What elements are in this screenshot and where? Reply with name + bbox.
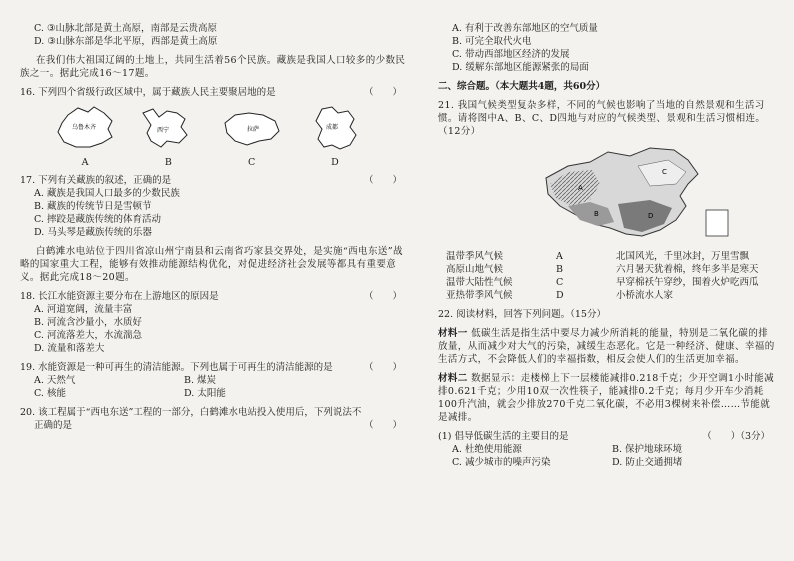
left-column [20, 22, 410, 432]
material-1-text: 低碳生活是指生活中要尽力减少所消耗的能量，特别是二氧化碳的排放量，从而减少对大气的污染，减缓生态恶化。它是一种经济、健康、幸福的生活方式，不会降低人们的幸福指数，相反会使人们的生活更加幸福。 [438, 328, 775, 365]
q20-stem: 20. 该工程属于“西电东送”工程的一部分，白鹤滩水电站投入使用后，下列说法不 [20, 407, 362, 418]
map-label-c: C [662, 168, 667, 176]
letter-3[interactable]: C [556, 277, 564, 288]
letter-1[interactable]: A [556, 251, 563, 262]
q19-stem [20, 361, 410, 374]
q19-option-c[interactable]: C. 核能 [34, 388, 66, 399]
q19-stem-text: 19. 水能资源是一种可再生的清洁能源。下列也属于可再生的清洁能源的是 [20, 362, 333, 373]
q18-option-a[interactable]: A. 河道宽阔，流量丰富 [34, 304, 133, 315]
q22-sub1-options-row2 [438, 456, 778, 469]
q22-sub1-answer-blank[interactable]: （ ）（3分） [702, 431, 770, 442]
climate-3[interactable]: 温带大陆性气候 [446, 277, 513, 288]
q20-option-a[interactable]: A. 有利于改善东部地区的空气质量 [452, 23, 598, 34]
q20-option-b[interactable]: B. 可完全取代火电 [452, 36, 532, 47]
q22-material-1 [438, 327, 778, 366]
q19-options-row2 [20, 387, 410, 400]
q18-answer-blank[interactable]: （ ） [363, 291, 402, 302]
climate-4[interactable]: 亚热带季风气候 [446, 290, 513, 301]
south-china-sea-inset [706, 210, 728, 236]
q21-stem: 21. 我国气候类型复杂多样，不同的气候也影响了当地的自然景观和生活习惯。请将图中A、B、C、D四地与对应的气候类型、景观和生活习惯相连。（12分） [438, 100, 766, 137]
q17-option-b[interactable]: B. 藏族的传统节日是雪顿节 [34, 201, 152, 212]
q16-answer-blank[interactable]: （ ） [363, 87, 402, 98]
sichuan-outline-icon [304, 105, 366, 151]
climate-2[interactable]: 高原山地气候 [446, 264, 504, 275]
q22-sub1-option-c[interactable]: C. 减少城市的噪声污染 [452, 457, 551, 468]
q16-map-a-label: A [81, 157, 89, 168]
scene-2[interactable]: 六月暑天犹着棉，终年多半是寒天 [616, 264, 759, 275]
q19-answer-blank[interactable]: （ ） [363, 362, 402, 373]
q17-option-d[interactable]: D. 马头琴是藏族传统的乐器 [34, 227, 152, 238]
map-label-b: B [594, 210, 599, 218]
q17-option-c[interactable]: C. 摔跤是藏族传统的体育活动 [34, 214, 161, 225]
map-label-a: A [578, 184, 583, 192]
q16-map-d[interactable] [300, 105, 370, 168]
q15-option-c: C. ③山脉北部是黄土高原，南部是云贵高原 [34, 23, 217, 34]
q16-map-d-label: D [331, 157, 339, 168]
q17-answer-blank[interactable]: （ ） [363, 175, 402, 186]
q16-map-a-name: 乌鲁木齐 [72, 124, 97, 131]
q16-stem-text: 16. 下列四个省级行政区域中，属于藏族人民主要聚居地的是 [20, 87, 276, 98]
q19-option-b[interactable]: B. 煤炭 [184, 375, 217, 386]
q16-map-b[interactable] [133, 105, 203, 168]
q16-map-c-label: C [248, 157, 256, 168]
q16-maps [50, 105, 370, 168]
right-column [438, 22, 778, 469]
q20-option-c[interactable]: C. 带动西部地区经济的发展 [452, 49, 570, 60]
xinjiang-outline-icon [54, 105, 116, 151]
q18-option-c[interactable]: C. 河流落差大，水流湍急 [34, 330, 142, 341]
q20-answer-blank[interactable]: （ ） [363, 420, 402, 431]
q16-map-c-name: 拉萨 [246, 126, 259, 133]
letter-4[interactable]: D [556, 290, 564, 301]
q21-matching-table [446, 250, 778, 302]
q16-map-c[interactable] [217, 105, 287, 168]
material-2-text: 数据显示：走楼梯上下一层楼能减排0.218千克；少开空调1小时能减排0.621千克；少用10双一次性筷子，能减排0.2千克；每月少开车少消耗100升汽油，就会少排放270千克二氧化碳，不必用3棵树来补偿……节能就是减排。 [438, 373, 775, 423]
q17-stem [20, 174, 410, 187]
q16-map-a[interactable] [50, 105, 120, 168]
climate-1[interactable]: 温带季风气候 [446, 251, 504, 262]
tibet-outline-icon [221, 105, 283, 151]
q19-option-d[interactable]: D. 太阳能 [184, 388, 226, 399]
qinghai-outline-icon [137, 105, 199, 151]
q16-map-b-label: B [164, 157, 172, 168]
material-2-label: 材料二 [438, 373, 468, 384]
q20-stem2-text: 正确的是 [34, 420, 73, 431]
q22-sub1-option-a[interactable]: A. 杜绝使用能源 [452, 444, 522, 455]
q18-option-d[interactable]: D. 流量和落差大 [34, 343, 105, 354]
map-label-d: D [648, 212, 654, 220]
q18-stem-text: 18. 长江水能资源主要分布在上游地区的原因是 [20, 291, 219, 302]
q18-option-b[interactable]: B. 河流含沙量小，水质好 [34, 317, 143, 328]
q22-stem: 22. 阅读材料，回答下列问题。（15分） [438, 309, 606, 320]
letter-2[interactable]: B [556, 264, 563, 275]
intro-18-20: 白鹤滩水电站位于四川省凉山州宁南县和云南省巧家县交界处，是实施“西电东送”战略的国家重大工程，能够有效推动能源结构优化，对促进经济社会发展等都具有重要意义。据此完成18～20题。 [20, 246, 403, 283]
q22-sub1-options-row1 [438, 443, 778, 456]
q16-map-d-name: 成都 [325, 124, 338, 131]
q19-option-a[interactable]: A. 天然气 [34, 375, 76, 386]
q20-option-d[interactable]: D. 缓解东部地区能源紧张的局面 [452, 62, 589, 73]
q16-stem [20, 86, 410, 99]
q17-option-a[interactable]: A. 藏族是我国人口最多的少数民族 [34, 188, 180, 199]
q15-option-d: D. ③山脉东部是华北平原，西部是黄土高原 [34, 36, 218, 47]
q22-sub1 [438, 430, 778, 443]
q16-map-b-name: 西宁 [157, 127, 170, 134]
q19-options-row1 [20, 374, 410, 387]
q17-stem-text: 17. 下列有关藏族的叙述，正确的是 [20, 175, 172, 186]
intro-16-17: 在我们伟大祖国辽阔的土地上，共同生活着56个民族。藏族是我国人口较多的少数民族之一。据此完成16～17题。 [20, 55, 406, 79]
q20-stem-line2 [20, 419, 410, 432]
q22-sub1-text: (1) 倡导低碳生活的主要目的是 [438, 431, 569, 442]
section-title: 二、综合题。（本大题共4题，共60分） [438, 81, 606, 92]
china-climate-map [538, 144, 738, 244]
material-1-label: 材料一 [438, 328, 468, 339]
scene-3[interactable]: 早穿棉袄午穿纱，围着火炉吃西瓜 [616, 277, 759, 288]
q22-material-2 [438, 372, 778, 424]
q22-sub1-option-d[interactable]: D. 防止交通拥堵 [612, 457, 683, 468]
q22-sub1-option-b[interactable]: B. 保护地球环境 [612, 444, 683, 455]
q18-stem [20, 290, 410, 303]
scene-1[interactable]: 北国风光，千里冰封，万里雪飘 [616, 251, 750, 262]
scene-4[interactable]: 小桥流水人家 [616, 290, 674, 301]
